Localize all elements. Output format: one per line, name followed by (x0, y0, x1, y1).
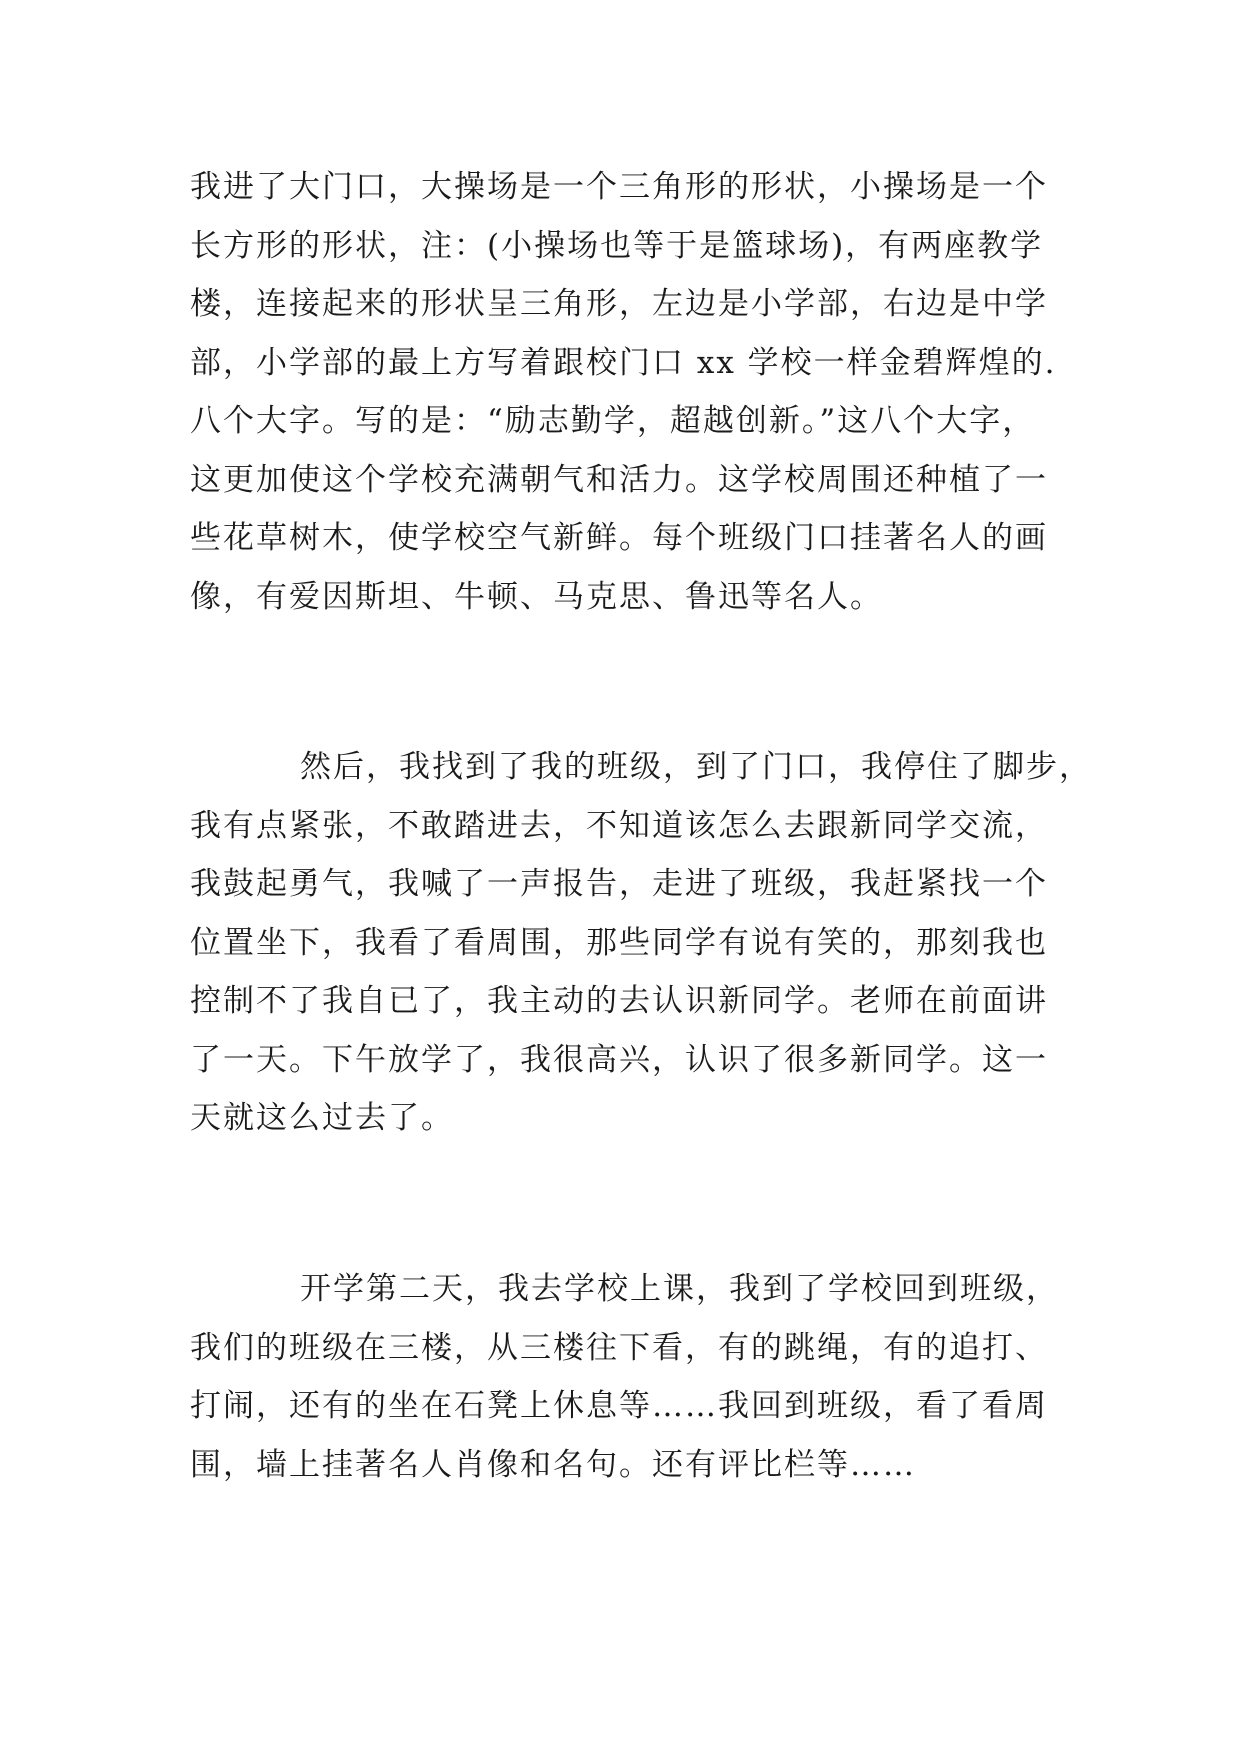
text-line: 楼，连接起来的形状呈三角形，左边是小学部，右边是中学 (190, 286, 1048, 322)
paragraph-school-layout (190, 158, 1070, 626)
text-line: 打闹，还有的坐在石凳上休息等……我回到班级，看了看周 (190, 1388, 1048, 1424)
paragraph-finding-class (190, 738, 1092, 1148)
text-line: 些花草树木，使学校空气新鲜。每个班级门口挂著名人的画 (190, 520, 1048, 556)
text-line: 天就这么过去了。 (190, 1100, 454, 1136)
text-line: 然后，我找到了我的班级，到了门口，我停住了脚步， (300, 749, 1092, 785)
text-line: 控制不了我自已了，我主动的去认识新同学。老师在前面讲 (190, 983, 1048, 1019)
text-line: 我有点紧张，不敢踏进去，不知道该怎么去跟新同学交流， (190, 807, 1048, 844)
text-line: 像，有爱因斯坦、牛顿、马克思、鲁迅等名人。 (190, 578, 883, 615)
text-line: 开学第二天，我去学校上课，我到了学校回到班级， (300, 1271, 1059, 1307)
text-line: 这更加使这个学校充满朝气和活力。这学校周围还种植了一 (190, 461, 1048, 498)
text-line: 我们的班级在三楼，从三楼往下看，有的跳绳，有的追打、 (190, 1329, 1048, 1366)
text-line: 长方形的形状，注：(小操场也等于是篮球场)，有两座教学 (190, 227, 1044, 264)
text-line: 位置坐下，我看了看周围，那些同学有说有笑的，那刻我也 (190, 924, 1048, 961)
text-line: 了一天。下午放学了，我很高兴，认识了很多新同学。这一 (190, 1041, 1048, 1078)
text-line: 我进了大门口，大操场是一个三角形的形状，小操场是一个 (190, 169, 1048, 205)
text-line: 围，墙上挂著名人肖像和名句。还有评比栏等…… (190, 1446, 916, 1483)
paragraph-second-day (190, 1260, 1070, 1494)
text-line: 我鼓起勇气，我喊了一声报告，走进了班级，我赶紧找一个 (190, 866, 1048, 902)
text-line: 八个大字。写的是：“励志勤学，超越创新。”这八个大字， (190, 403, 1036, 439)
text-line: 部，小学部的最上方写着跟校门口 xx 学校一样金碧辉煌的. (190, 344, 1057, 381)
